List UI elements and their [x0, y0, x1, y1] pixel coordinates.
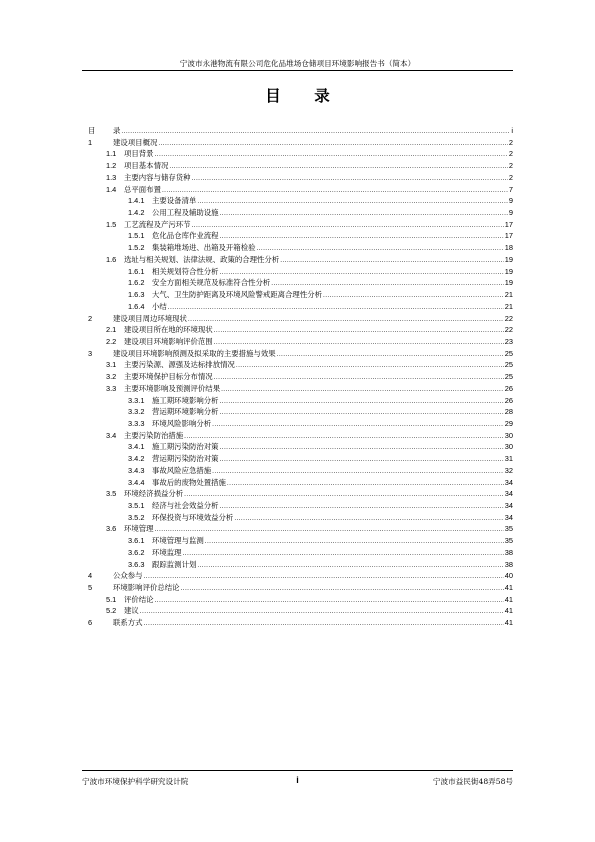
toc-entry-page: 34	[504, 489, 513, 499]
toc-entry-number: 3.2	[106, 372, 117, 382]
toc-entry-page: 26	[504, 395, 513, 405]
toc-entry-number: 1.2	[106, 161, 117, 171]
toc-entry[interactable]	[88, 512, 513, 524]
toc-entry-number: 3.6.2	[128, 547, 145, 557]
toc-entry[interactable]	[88, 465, 513, 477]
toc-entry-page: 25	[504, 372, 513, 382]
toc-leader-dots	[221, 386, 504, 393]
toc-entry-number: 1.3	[106, 172, 117, 182]
toc-entry-page: 17	[504, 231, 513, 241]
toc-entry-number: 5.1	[106, 594, 117, 604]
toc-entry[interactable]	[88, 184, 513, 196]
toc-entry-number: 3.4.2	[128, 454, 145, 464]
footer-page-number: i	[296, 775, 299, 785]
toc-entry-title: 经济与社会效益分析	[152, 501, 219, 510]
toc-entry-title: 小结	[152, 301, 167, 311]
footer-organization: 宁波市环境保护科学研究设计院	[82, 777, 189, 786]
toc-leader-dots	[271, 280, 504, 287]
toc-entry-number: 1.6.4	[128, 301, 145, 311]
toc-entry-title: 公用工程及辅助设施	[152, 208, 219, 218]
toc-entry-title: 建设项目概况	[113, 137, 158, 147]
toc-entry-title: 环境监理	[152, 547, 182, 557]
toc-entry-page: 38	[504, 547, 513, 557]
toc-entry-number: 3.6.1	[128, 536, 145, 546]
toc-entry-page: 41	[504, 606, 513, 616]
footer-address: 宁波市益民街48弄58号	[432, 777, 513, 786]
toc-entry-title: 主要环境影响及预测评价结果	[124, 383, 221, 393]
toc-entry-title: 主要污染防治措施	[124, 430, 184, 440]
toc-entry-title: 相关规划符合性分析	[152, 266, 219, 276]
toc-entry-title: 公众参与	[113, 571, 143, 581]
toc-entry-page: 9	[508, 196, 513, 206]
toc-entry-title: 主要环境保护目标分布情况	[124, 372, 213, 382]
toc-entry-number: 3.5.1	[128, 501, 145, 510]
toc-entry-number: 3.4	[106, 430, 117, 440]
toc-entry-page: 30	[504, 442, 513, 452]
toc-entry-page: 26	[504, 383, 513, 393]
toc-entry-page: 32	[504, 465, 513, 475]
toc-leader-dots	[323, 292, 504, 299]
toc-entry-page: 28	[504, 407, 513, 417]
toc-entry[interactable]	[88, 559, 513, 571]
toc-entry-number: 3.6.3	[128, 559, 145, 569]
toc-entry-title: 集装箱堆场进、出箱及开箱检验	[152, 243, 256, 253]
toc-entry-page: 31	[504, 454, 513, 464]
toc-leader-dots	[188, 316, 504, 323]
toc-entry[interactable]	[88, 254, 513, 266]
toc-entry-number: 3.3.1	[128, 395, 145, 405]
toc-entry-number: 目	[88, 126, 96, 135]
table-of-contents	[88, 125, 513, 629]
toc-entry[interactable]	[88, 230, 513, 242]
toc-entry[interactable]	[88, 313, 513, 325]
toc-leader-dots	[183, 550, 504, 557]
toc-entry-number: 1.6.3	[128, 290, 145, 300]
toc-entry-number: 4	[88, 571, 93, 581]
toc-leader-dots	[197, 562, 503, 569]
toc-entry[interactable]	[88, 582, 513, 594]
toc-leader-dots	[214, 374, 504, 381]
toc-entry-number: 1.5.2	[128, 243, 145, 253]
toc-entry-number: 1	[88, 137, 93, 147]
toc-entry-page: 23	[504, 336, 513, 346]
toc-entry-page: 17	[504, 219, 513, 229]
toc-entry-number: 3.6	[106, 524, 117, 534]
toc-entry-page: i	[511, 126, 513, 135]
toc-entry-title: 建设项目所在地的环境现状	[124, 325, 213, 335]
toc-entry-title: 建设项目环境影响评价范围	[124, 336, 213, 346]
toc-entry-number: 1.4	[106, 184, 117, 194]
toc-leader-dots	[212, 421, 504, 428]
toc-entry-page: 18	[504, 243, 513, 253]
toc-entry-page: 22	[504, 313, 513, 323]
toc-leader-dots	[192, 175, 508, 182]
toc-entry[interactable]	[88, 348, 513, 360]
toc-entry-number: 6	[88, 618, 93, 628]
toc-leader-dots	[192, 222, 504, 229]
toc-leader-dots	[181, 585, 504, 592]
toc-entry-title: 跟踪监测计划	[152, 559, 197, 569]
toc-entry-number: 5	[88, 583, 93, 593]
toc-entry-number: 1.6.2	[128, 278, 145, 288]
toc-leader-dots	[220, 409, 504, 416]
toc-entry-title: 施工期环境影响分析	[152, 395, 219, 405]
toc-leader-dots	[162, 187, 508, 194]
toc-entry-page: 29	[504, 418, 513, 428]
toc-entry-title: 项目背景	[124, 149, 154, 159]
toc-entry[interactable]	[88, 289, 513, 301]
toc-entry-page: 30	[504, 430, 513, 440]
toc-entry-number: 3.5.2	[128, 512, 145, 522]
toc-entry[interactable]	[88, 195, 513, 207]
toc-entry-title: 主要内容与储存货种	[124, 172, 191, 182]
toc-entry-number: 3	[88, 348, 93, 358]
toc-entry[interactable]	[88, 125, 513, 137]
toc-entry-page: 34	[504, 501, 513, 510]
toc-entry-page: 2	[508, 149, 513, 159]
toc-leader-dots	[220, 503, 504, 510]
toc-entry-title: 施工期污染防治对策	[152, 442, 219, 452]
toc-leader-dots	[220, 210, 508, 217]
toc-entry-page: 25	[504, 348, 513, 358]
toc-entry-page: 9	[508, 208, 513, 218]
toc-leader-dots	[144, 620, 504, 627]
toc-entry-title: 选址与相关规划、法律法规、政策的合理性分析	[124, 254, 280, 264]
toc-entry-page: 2	[508, 161, 513, 171]
toc-entry[interactable]	[88, 266, 513, 278]
toc-leader-dots	[236, 362, 504, 369]
toc-entry-number: 3.4.3	[128, 465, 145, 475]
toc-leader-dots	[184, 433, 504, 440]
toc-entry-number: 2.1	[106, 325, 117, 335]
toc-entry-page: 35	[504, 524, 513, 534]
toc-entry[interactable]	[88, 336, 513, 348]
toc-entry[interactable]	[88, 207, 513, 219]
toc-leader-dots	[155, 151, 508, 158]
toc-entry[interactable]	[88, 617, 513, 629]
toc-entry[interactable]	[88, 242, 513, 254]
toc-entry-page: 35	[504, 536, 513, 546]
toc-entry[interactable]	[88, 324, 513, 336]
toc-entry-number: 3.4.4	[128, 477, 145, 487]
toc-leader-dots	[169, 163, 508, 170]
toc-entry[interactable]	[88, 453, 513, 465]
toc-entry-title: 联系方式	[113, 618, 143, 628]
toc-entry-page: 21	[504, 290, 513, 300]
toc-entry-page: 19	[504, 278, 513, 288]
toc-entry-page: 38	[504, 559, 513, 569]
toc-entry-title: 环境经济损益分析	[124, 489, 184, 499]
toc-entry-title: 建议	[124, 606, 139, 616]
toc-entry-number: 1.6	[106, 254, 117, 264]
footer-rule	[82, 770, 513, 771]
header-rule	[82, 70, 513, 71]
toc-entry[interactable]	[88, 570, 513, 582]
toc-entry[interactable]	[88, 277, 513, 289]
toc-leader-dots	[214, 327, 504, 334]
toc-entry-page: 2	[508, 172, 513, 182]
toc-entry-title: 录	[113, 126, 121, 135]
toc-entry-page: 40	[504, 571, 513, 581]
toc-leader-dots	[214, 339, 504, 346]
toc-entry[interactable]	[88, 148, 513, 160]
toc-leader-dots	[220, 444, 504, 451]
toc-leader-dots	[277, 351, 504, 358]
toc-leader-dots	[220, 233, 504, 240]
toc-entry[interactable]	[88, 430, 513, 442]
toc-entry[interactable]	[88, 594, 513, 606]
toc-entry-title: 环境管理	[124, 524, 154, 534]
toc-entry[interactable]	[88, 605, 513, 617]
toc-leader-dots	[184, 491, 504, 498]
toc-entry-title: 主要污染源、源强及达标排放情况	[124, 360, 235, 370]
toc-leader-dots	[220, 398, 504, 405]
toc-entry-number: 3.5	[106, 489, 117, 499]
toc-entry-page: 41	[504, 594, 513, 604]
page-title: 目 录	[265, 86, 344, 105]
toc-entry-title: 事故风险应急措施	[152, 465, 212, 475]
toc-entry-page: 34	[504, 512, 513, 522]
toc-entry-title: 建设项目周边环境现状	[113, 313, 187, 323]
toc-entry-page: 19	[504, 254, 513, 264]
toc-entry[interactable]	[88, 172, 513, 184]
toc-entry[interactable]	[88, 477, 513, 489]
toc-entry-number: 1.4.2	[128, 208, 145, 218]
toc-entry-title: 环保投资与环境效益分析	[152, 512, 234, 522]
toc-leader-dots	[220, 269, 504, 276]
toc-entry-title: 主要设备清单	[152, 196, 197, 206]
toc-entry-number: 1.5.1	[128, 231, 145, 241]
toc-leader-dots	[121, 128, 510, 135]
toc-entry[interactable]	[88, 500, 513, 512]
toc-entry-page: 2	[508, 137, 513, 147]
toc-leader-dots	[168, 304, 504, 311]
toc-entry[interactable]	[88, 523, 513, 535]
toc-entry-page: 19	[504, 266, 513, 276]
toc-leader-dots	[212, 468, 504, 475]
toc-entry-title: 总平面布置	[124, 184, 161, 194]
toc-entry-number: 1.5	[106, 219, 117, 229]
toc-entry-title: 项目基本情况	[124, 161, 169, 171]
toc-entry-title: 评价结论	[124, 594, 154, 604]
toc-entry-title: 危化品仓库作业流程	[152, 231, 219, 241]
toc-leader-dots	[220, 456, 504, 463]
toc-leader-dots	[144, 573, 504, 580]
toc-entry[interactable]	[88, 418, 513, 430]
toc-entry-title: 建设项目环境影响预测及拟采取的主要措施与效果	[113, 348, 276, 358]
toc-entry[interactable]	[88, 160, 513, 172]
toc-leader-dots	[155, 526, 504, 533]
toc-entry-number: 3.4.1	[128, 442, 145, 452]
toc-entry-title: 营运期环境影响分析	[152, 407, 219, 417]
toc-entry-number: 5.2	[106, 606, 117, 616]
toc-entry[interactable]	[88, 359, 513, 371]
toc-leader-dots	[234, 515, 503, 522]
toc-entry[interactable]	[88, 535, 513, 547]
toc-entry-title: 工艺流程及产污环节	[124, 219, 191, 229]
toc-entry[interactable]	[88, 301, 513, 313]
toc-entry-number: 2.2	[106, 336, 117, 346]
toc-leader-dots	[155, 597, 504, 604]
toc-entry-page: 22	[504, 325, 513, 335]
toc-entry-number: 1.6.1	[128, 266, 145, 276]
toc-entry[interactable]	[88, 441, 513, 453]
toc-entry-page: 25	[504, 360, 513, 370]
toc-entry[interactable]	[88, 547, 513, 559]
toc-entry-page: 21	[504, 301, 513, 311]
toc-entry[interactable]	[88, 137, 513, 149]
toc-entry-number: 3.3	[106, 383, 117, 393]
toc-entry[interactable]	[88, 219, 513, 231]
toc-entry-number: 3.3.3	[128, 418, 145, 428]
toc-entry[interactable]	[88, 406, 513, 418]
toc-entry[interactable]	[88, 371, 513, 383]
toc-entry-title: 环境管理与监测	[152, 536, 204, 546]
toc-leader-dots	[205, 538, 504, 545]
toc-entry-number: 1.4.1	[128, 196, 145, 206]
toc-entry-title: 事故后的废物处置措施	[152, 477, 226, 487]
toc-entry-number: 1.1	[106, 149, 117, 159]
toc-entry-title: 营运期污染防治对策	[152, 454, 219, 464]
toc-entry[interactable]	[88, 395, 513, 407]
toc-entry-page: 41	[504, 583, 513, 593]
toc-entry-number: 2	[88, 313, 93, 323]
toc-entry-number: 3.1	[106, 360, 117, 370]
toc-leader-dots	[227, 480, 504, 487]
toc-entry-title: 环境风险影响分析	[152, 418, 212, 428]
page-header: 宁波市永港物流有限公司危化品堆场仓储项目环境影响报告书（简本）	[179, 59, 416, 68]
toc-entry-number: 3.3.2	[128, 407, 145, 417]
toc-entry-page: 7	[508, 184, 513, 194]
toc-leader-dots	[280, 257, 504, 264]
toc-entry[interactable]	[88, 383, 513, 395]
toc-entry[interactable]	[88, 488, 513, 500]
toc-leader-dots	[256, 245, 503, 252]
toc-entry-title: 大气、卫生防护距离及环境风险警戒距离合理性分析	[152, 290, 322, 300]
toc-leader-dots	[197, 198, 508, 205]
toc-leader-dots	[140, 608, 504, 615]
toc-entry-title: 安全方面相关规范及标准符合性分析	[152, 278, 271, 288]
toc-leader-dots	[158, 140, 508, 147]
toc-entry-page: 34	[504, 477, 513, 487]
toc-entry-page: 41	[504, 618, 513, 628]
toc-entry-title: 环境影响评价总结论	[113, 583, 180, 593]
